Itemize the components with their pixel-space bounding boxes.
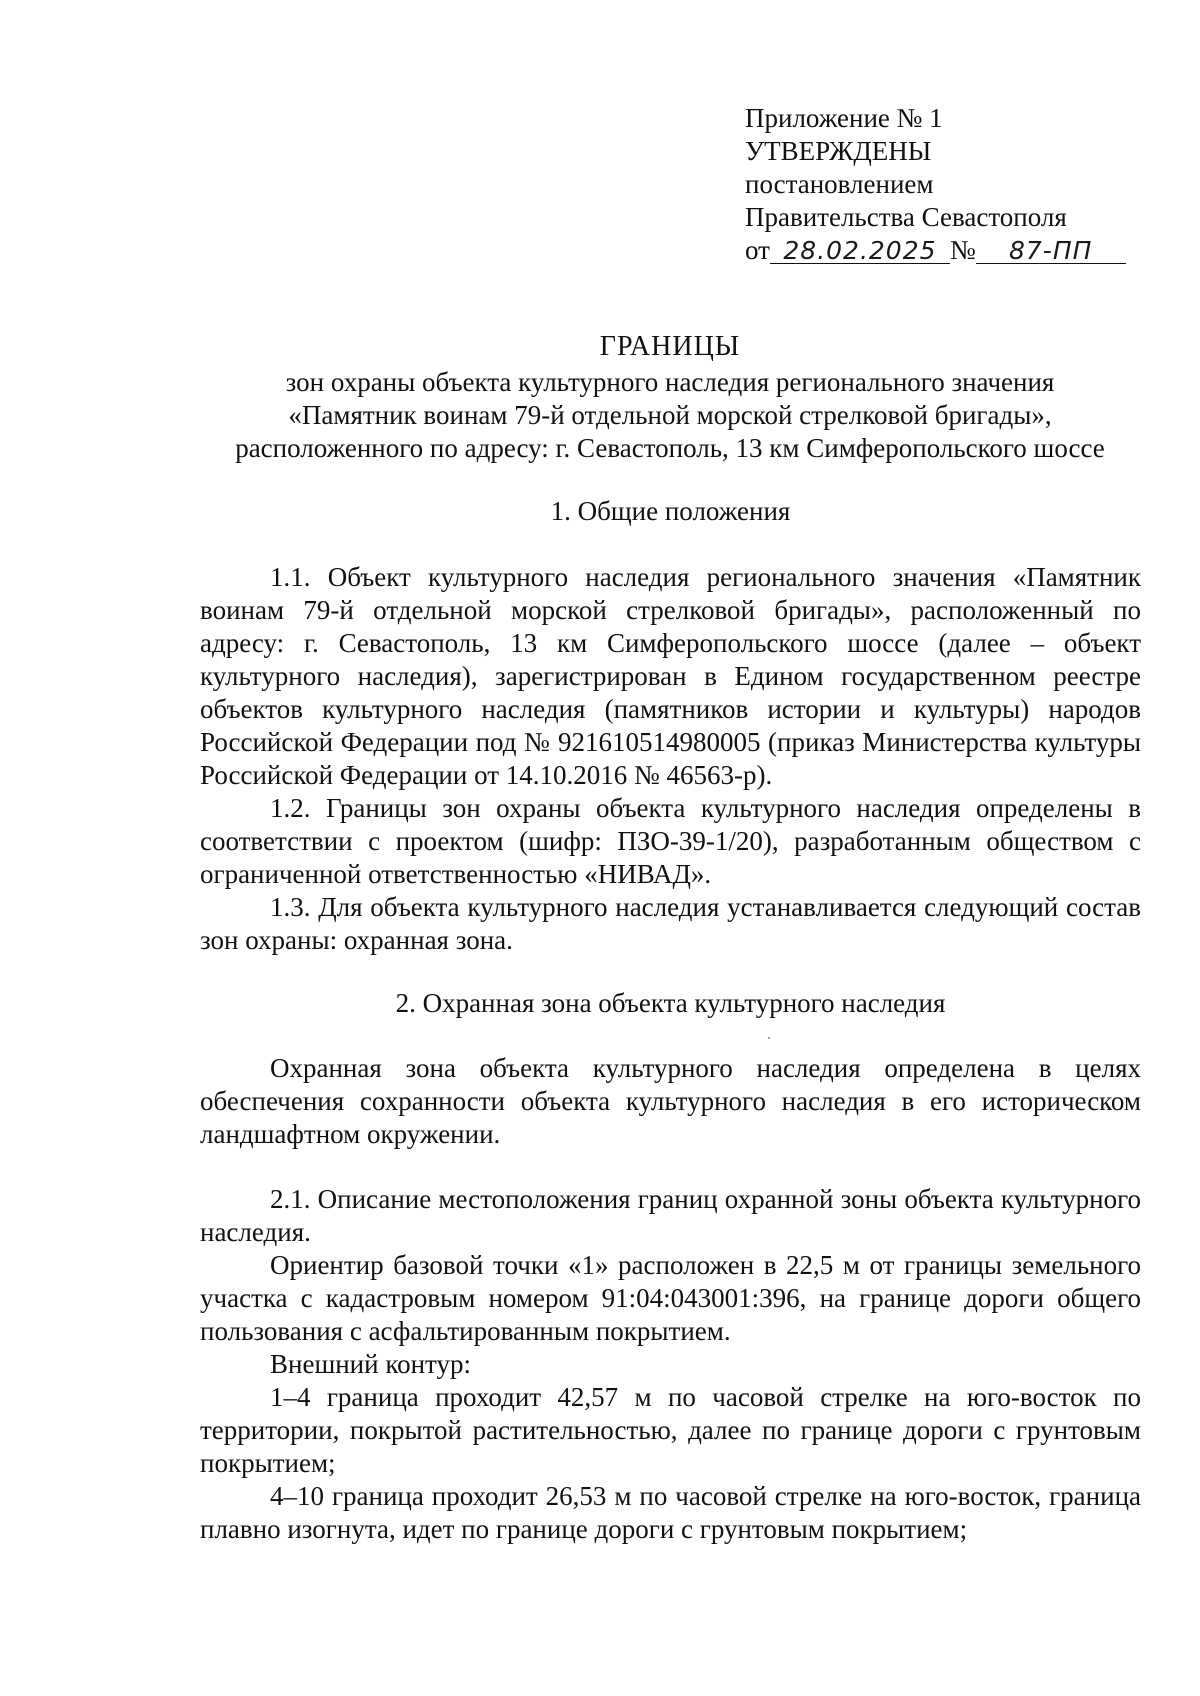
section-1-body	[200, 561, 1141, 957]
paragraph-1-2: 1.2. Границы зон охраны объекта культурного наследия определены в соответствии с проектом (шифр: ПЗО-39-1/20), разработанным обществом с ограниченной ответственностью «НИВАД».	[200, 793, 1141, 889]
appendix-number: Приложение № 1	[745, 103, 943, 133]
approved-label: УТВЕРЖДЕНЫ	[745, 136, 932, 166]
title-line-2: «Памятник воинам 79-й отдельной морской стрелковой бригады»,	[288, 400, 1052, 430]
section-2-1-block	[200, 1183, 1141, 1546]
section-2-heading: 2. Охранная зона объекта культурного наследия	[395, 988, 946, 1018]
section-2-intro-block	[200, 1052, 1141, 1151]
government-label: Правительства Севастополя	[745, 202, 1067, 232]
paragraph-2-1: 2.1. Описание местоположения границ охранной зоны объекта культурного наследия.	[200, 1184, 1141, 1247]
resolution-label: постановлением	[745, 169, 934, 199]
outer-contour-label: Внешний контур:	[270, 1349, 471, 1379]
handwritten-date	[770, 238, 950, 264]
section-1-heading: 1. Общие положения	[550, 496, 791, 526]
paragraph-1-1: 1.1. Объект культурного наследия регионального значения «Памятник воинам 79-й отдельной морской стрелковой бригады», расположенный по адресу: г. Севастополь, 13 км Симферопольского шоссе (далее – объект культурного наследия), зарегистрирован в Едином государственном реестре объектов культурного наследия (памятников истории и культуры) народов Российской Федерации под № 921610514980005 (приказ Министерства культуры Российской Федерации от 14.10.2016 № 46563-р).	[200, 562, 1141, 790]
section-2-heading-block	[200, 987, 1141, 1020]
date-number-line	[745, 234, 1145, 267]
document-title	[200, 330, 1140, 465]
approval-stamp	[745, 102, 1145, 267]
section-1-heading-block	[200, 495, 1141, 528]
section-2-intro: Охранная зона объекта культурного наследия определена в целях обеспечения сохранности объекта культурного наследия в его историческом ландшафтном окружении.	[200, 1053, 1141, 1149]
title-main: ГРАНИЦЫ	[599, 331, 741, 362]
paragraph-1-3: 1.3. Для объекта культурного наследия устанавливается следующий состав зон охраны: охранная зона.	[200, 892, 1141, 955]
segment-1-4: 1–4 граница проходит 42,57 м по часовой стрелке на юго-восток по территории, покрытой растительностью, далее по границе дороги с грунтовым покрытием;	[200, 1382, 1141, 1478]
handwritten-number	[976, 238, 1126, 264]
orientation-paragraph: Ориентир базовой точки «1» расположен в 22,5 м от границы земельного участка с кадастровым номером 91:04:043001:396, на границе дороги общего пользования с асфальтированным покрытием.	[200, 1250, 1141, 1346]
segment-4-10: 4–10 граница проходит 26,53 м по часовой стрелке на юго-восток, граница плавно изогнута, идет по границе дороги с грунтовым покрытием;	[200, 1481, 1141, 1544]
from-prefix: от	[745, 235, 770, 265]
handwritten-number-text: 87-ПП	[1009, 236, 1093, 265]
scan-speck	[768, 1037, 770, 1039]
title-line-1: зон охраны объекта культурного наследия регионального значения	[285, 367, 1055, 397]
number-sign: №	[949, 235, 976, 265]
title-line-3: расположенного по адресу: г. Севастополь, 13 км Симферопольского шоссе	[235, 433, 1105, 463]
handwritten-date-text: 28.02.2025	[783, 236, 937, 265]
